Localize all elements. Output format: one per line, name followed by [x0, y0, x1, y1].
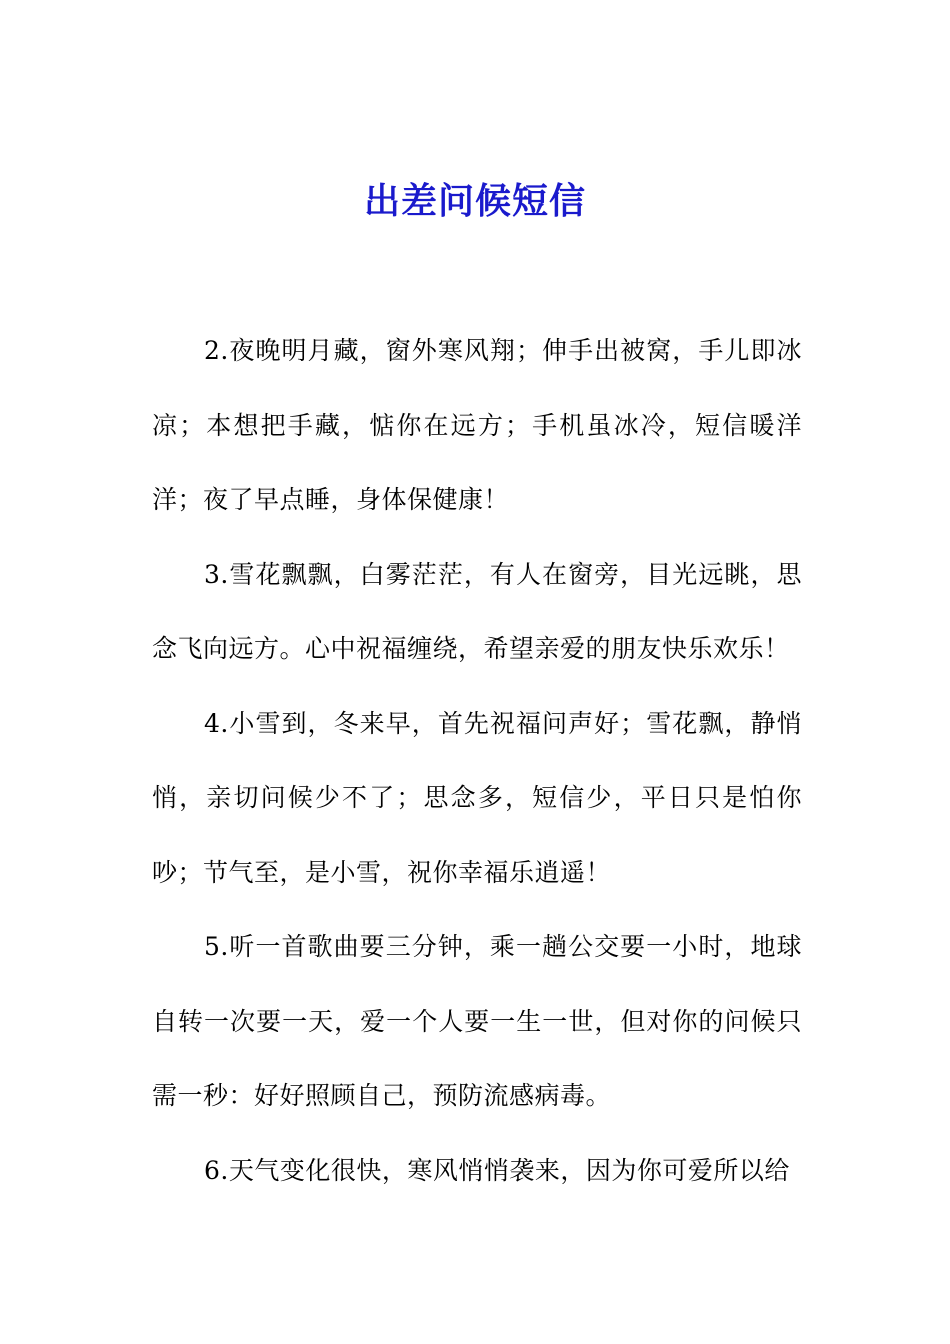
paragraph-6: 6.天气变化很快，寒风悄悄袭来，因为你可爱所以给 [204, 1155, 790, 1185]
paragraph-4: 4.小雪到，冬来早，首先祝福问声好；雪花飘，静悄悄，亲切问候少不了；思念多，短信少，平日只是怕你吵；节气至，是小雪，祝你幸福乐逍遥！ [152, 708, 802, 887]
paragraph-5: 5.听一首歌曲要三分钟，乘一趟公交要一小时，地球自转一次要一天，爱一个人要一生一世，但对你的问候只需一秒：好好照顾自己，预防流感病毒。 [152, 932, 802, 1110]
document-title: 出差问候短信 [363, 181, 586, 222]
document-body [152, 314, 802, 1208]
paragraph-2: 2.夜晚明月藏，窗外寒风翔；伸手出被窝，手儿即冰凉；本想把手藏，惦你在远方；手机虽冰冷，短信暖洋洋；夜了早点睡，身体保健康！ [152, 336, 802, 514]
paragraph-3: 3.雪花飘飘，白雾茫茫，有人在窗旁，目光远眺，思念飞向远方。心中祝福缠绕，希望亲爱的朋友快乐欢乐！ [152, 559, 802, 663]
